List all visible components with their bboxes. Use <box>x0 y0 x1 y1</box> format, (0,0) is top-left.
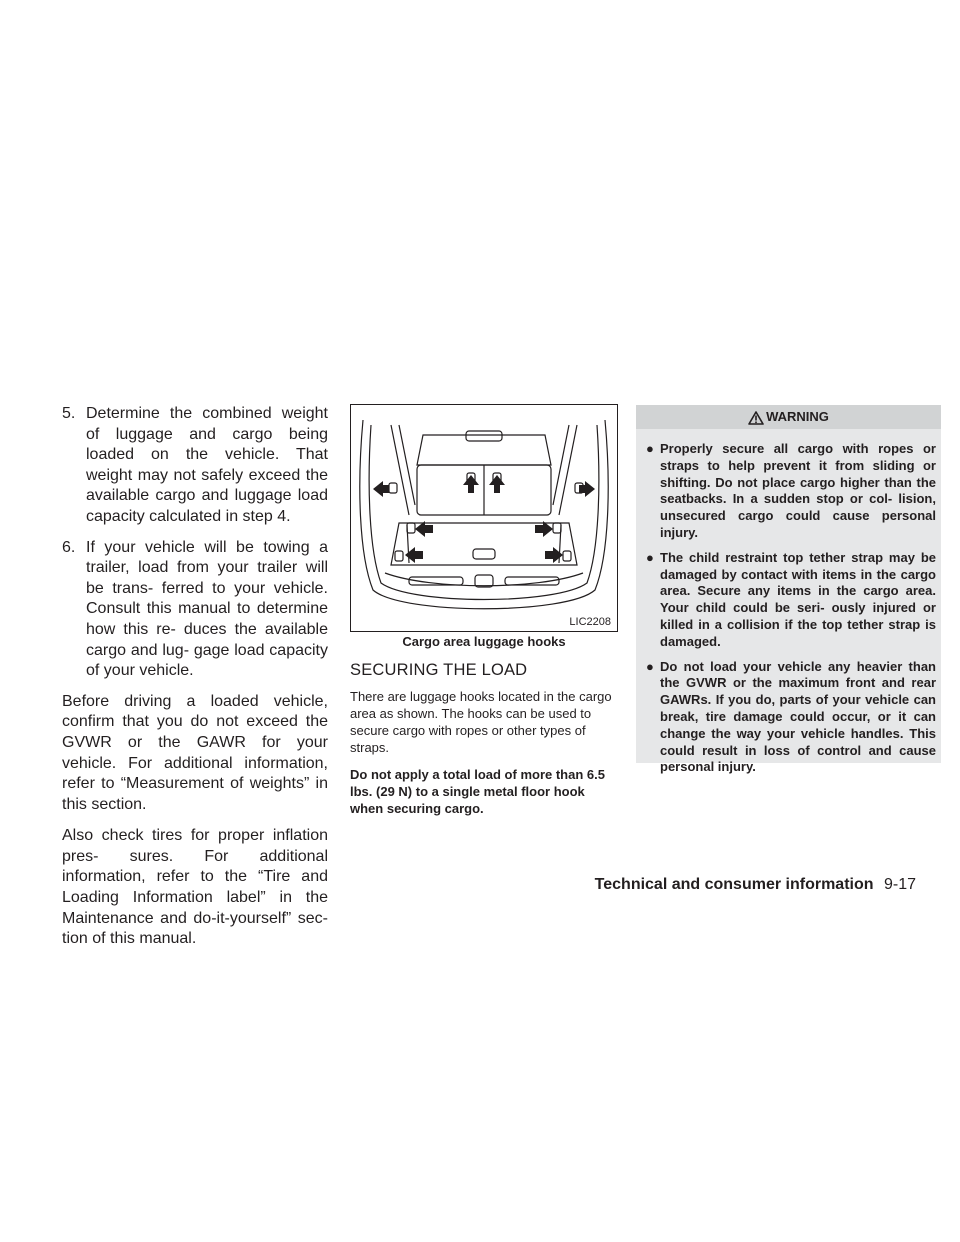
step-6 <box>62 538 328 682</box>
left-column <box>62 404 328 961</box>
section-heading: SECURING THE LOAD <box>350 661 528 679</box>
warning-item <box>646 659 936 777</box>
middle-column <box>350 404 618 827</box>
step-number: 6. <box>62 538 76 556</box>
warning-box <box>636 405 941 775</box>
warning-item-text: Properly secure all cargo with ropes or straps to help prevent it from sliding or shifting. Do not place cargo higher than the seatbacks. In a sudden stop or col- lision, unsecured cargo could cause personal injury. <box>660 441 936 540</box>
bullet: ● <box>646 549 654 565</box>
bullet: ● <box>646 441 654 456</box>
footer-section-title: Technical and consumer information <box>594 876 874 893</box>
figure-code: LIC2208 <box>569 616 611 628</box>
securing-bold-note: Do not apply a total load of more than 6.5 lbs. (29 N) to a single metal floor hook when securing cargo. <box>350 767 605 816</box>
warning-item <box>646 550 936 651</box>
warning-item-text: The child restraint top tether strap may be damaged by contact with items in the cargo area. Secure any items in the cargo area. Your child could be seri- ously injured or killed in a collision if the top tether strap is damaged. <box>660 549 936 649</box>
paragraph-gvwr: Before driving a loaded vehicle, confirm that you do not exceed the GVWR or the GAWR for your vehicle. For additional information, refer to “Measurement of weights” in this section. <box>62 692 328 813</box>
cargo-area-illustration <box>351 405 617 631</box>
warning-triangle-icon <box>748 411 764 425</box>
cargo-area-figure <box>350 404 618 632</box>
page-footer <box>595 876 916 894</box>
securing-body: There are luggage hooks located in the cargo area as shown. The hooks can be used to secure cargo with ropes or other types of straps. <box>350 689 612 755</box>
step-5 <box>62 404 328 528</box>
step-number: 5. <box>62 405 76 422</box>
warning-list <box>646 441 936 784</box>
warning-title: WARNING <box>766 409 829 424</box>
bullet: ● <box>646 658 654 674</box>
page-number: 9-17 <box>883 876 916 893</box>
step-text: Determine the combined weight of luggage and cargo being loaded on the vehicle. That weight may not safely exceed the available cargo and luggage load capacity calculated in step 4. <box>86 405 328 525</box>
warning-item-text: Do not load your vehicle any heavier than the GVWR or the maximum front and rear GAWRs. If you do, parts of your vehicle can break, tire damage could occur, or it can change the way your vehicle handles. This could result in loss of control and cause personal injury. <box>660 658 936 775</box>
paragraph-tires: Also check tires for proper inflation pres- sures. For additional information, refer to the “Tire and Loading Information label” in the Maintenance and do-it-yourself” sec- tion of this manual. <box>62 827 328 948</box>
warning-header <box>636 405 941 429</box>
step-text: If your vehicle will be towing a trailer, load from your trailer will be trans- ferred to your vehicle. Consult this manual to determine how this re- duces the available cargo and lug- gage load capacity of your vehicle. <box>86 538 328 680</box>
warning-item <box>646 441 936 542</box>
figure-caption: Cargo area luggage hooks <box>402 634 566 649</box>
